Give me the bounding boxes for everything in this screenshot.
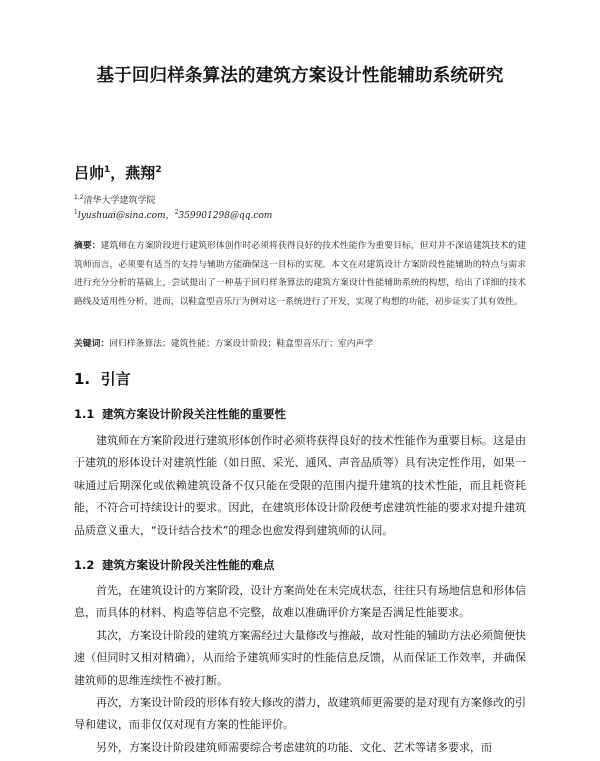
keywords-text: 回归样条算法；建筑性能；方案设计阶段；鞋盒型音乐厅；室内声学 (109, 339, 374, 349)
keywords (74, 336, 526, 349)
paragraph: 首先，在建筑设计的方案阶段，设计方案尚处在未完成状态，往往只有场地信息和形体信息，而具体的材料、构造等信息不完整，故难以准确评价方案是否满足性能要求。 (74, 584, 526, 620)
author-name: 燕翔 (125, 164, 156, 182)
author-sup: 1 (104, 165, 111, 175)
subsection-number: 1.2 (74, 558, 95, 572)
author-list (74, 162, 162, 183)
section-heading (74, 368, 131, 389)
email-sup: 2 (174, 209, 179, 216)
email-separator: ， (165, 211, 175, 221)
subsection-title: 建筑方案设计阶段关注性能的重要性 (102, 407, 286, 421)
paragraph: 建筑师在方案阶段进行建筑形体创作时必须将获得良好的技术性能作为重要目标。这是由于建筑的形体设计对建筑性能（如日照、采光、通风、声音品质等）具有决定性作用，如果一味通过后期深化或依赖建筑设备不仅只能在受限的范围内提升建筑的技术性能，而且耗资耗能，不符合可持续设计的要求。因此，在建筑形体设计阶段便考虑建筑性能的要求对提升建筑品质意义重大，“设计结合技术”的理念也愈发得到建筑师的认同。 (74, 434, 526, 537)
affiliation (74, 193, 156, 206)
author-name: 吕帅 (74, 164, 105, 182)
email-sup: 1 (74, 209, 78, 216)
abstract-text: 建筑师在方案阶段进行建筑形体创作时必须将获得良好的技术性能作为重要目标，但对并不深谙建筑技术的建筑师而言，必须要有适当的支持与辅助方能确保这一目标的实现。本文在对建筑设计方案阶段性能辅助的特点与需求进行充分分析的基础上，尝试提出了一种基于回归样条算法的建筑方案设计性能辅助系统的构想，给出了详细的技术路线及适用性分析，进而，以鞋盒型音乐厅为例对这一系统进行了开发，实现了构想的功能，初步证实了其有效性。 (74, 241, 526, 307)
author-sup: 2 (155, 165, 162, 175)
paragraph: 其次，方案设计阶段的建筑方案需经过大量修改与推敲，故对性能的辅助方法必须简便快速（但同时又相对精确），从而给予建筑师实时的性能信息反馈，从而保证工作效率，并确保建筑师的思维连续性不被打断。 (74, 629, 526, 687)
author-emails (74, 208, 272, 221)
section-number: 1. (74, 370, 91, 388)
subsection-title: 建筑方案设计阶段关注性能的难点 (102, 558, 275, 572)
paragraph: 再次，方案设计阶段的形体有较大修改的潜力，故建筑师更需要的是对现有方案修改的引导和建议，而非仅仅对现有方案的性能评价。 (74, 696, 526, 732)
paper-title: 基于回归样条算法的建筑方案设计性能辅助系统研究 (96, 66, 504, 86)
affiliation-text: 清华大学建筑学院 (83, 196, 156, 206)
email-link[interactable]: 359901298@qq.com (178, 211, 273, 221)
section-title: 引言 (100, 370, 131, 388)
subsection-number: 1.1 (74, 407, 95, 421)
subsection-heading (74, 557, 275, 573)
paragraph: 另外，方案设计阶段建筑师需要综合考虑建筑的功能、文化、艺术等诸多要求，而 (96, 741, 492, 754)
abstract-label: 摘要： (74, 241, 101, 251)
abstract (74, 237, 526, 311)
affiliation-sup: 1,2 (74, 194, 84, 201)
subsection-heading (74, 406, 286, 422)
email-link[interactable]: lyushuai@sina.com (77, 211, 166, 221)
author-separator: ， (110, 164, 126, 182)
keywords-label: 关键词： (74, 339, 110, 349)
